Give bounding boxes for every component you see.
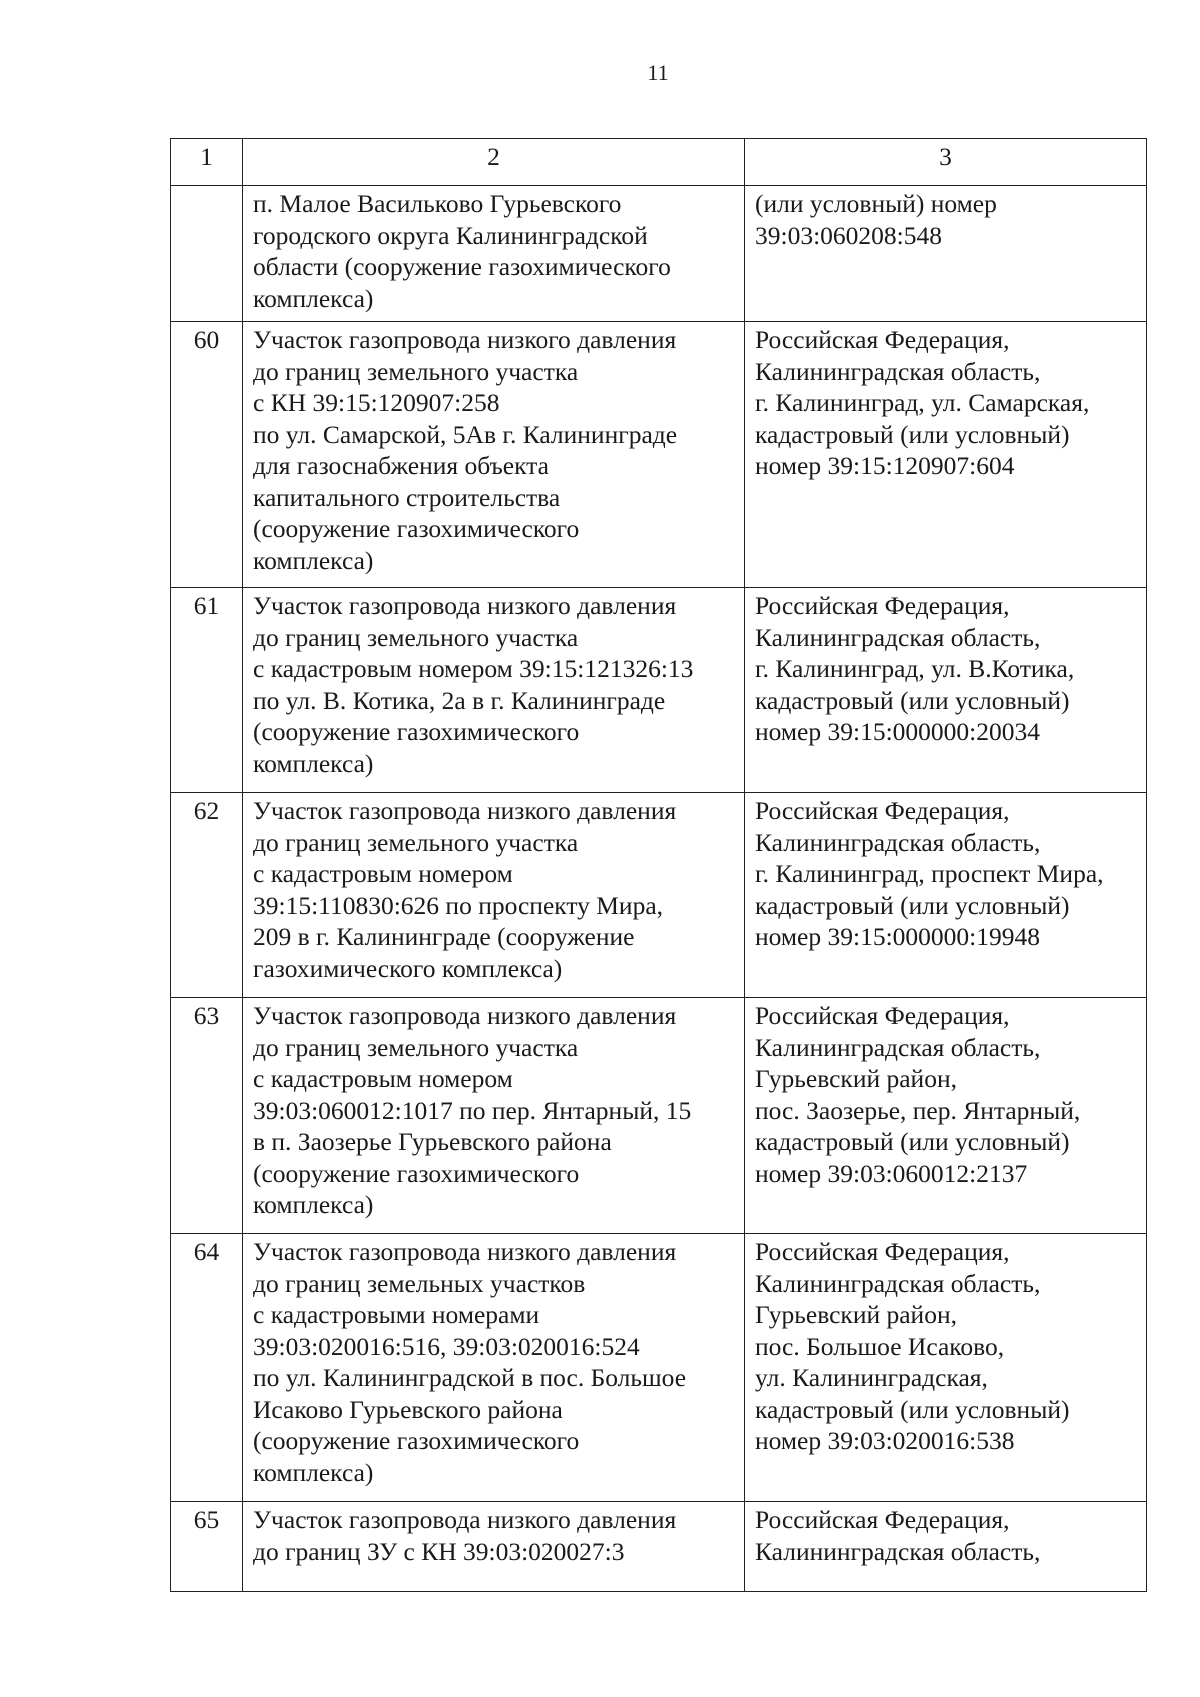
table-row xyxy=(171,322,1147,588)
row-number: 62 xyxy=(171,793,243,998)
object-address: Российская Федерация, Калининградская область, г. Калининград, ул. В.Котика, кадастровый (или условный) номер 39:15:000000:20034 xyxy=(745,588,1147,793)
object-description: Участок газопровода низкого давления до границ земельных участков с кадастровыми номерами 39:03:020016:516, 39:03:020016:524 по ул. Калининградской в пос. Большое Исаково Гурьевского района (сооружение газохимического комплекса) xyxy=(243,1234,745,1502)
row-number: 63 xyxy=(171,998,243,1234)
column-header-3: 3 xyxy=(745,139,1147,186)
object-description: Участок газопровода низкого давления до границ земельного участка с кадастровым номером 39:15:110830:626 по проспекту Мира, 209 в г. Калининграде (сооружение газохимического комплекса) xyxy=(243,793,745,998)
row-number xyxy=(171,186,243,322)
table-row xyxy=(171,998,1147,1234)
row-number: 65 xyxy=(171,1502,243,1592)
object-address: Российская Федерация, Калининградская область, г. Калининград, ул. Самарская, кадастровый (или условный) номер 39:15:120907:604 xyxy=(745,322,1147,588)
table-row xyxy=(171,588,1147,793)
row-number: 60 xyxy=(171,322,243,588)
column-header-2: 2 xyxy=(243,139,745,186)
object-description: Участок газопровода низкого давления до границ земельного участка с кадастровым номером 39:03:060012:1017 по пер. Янтарный, 15 в п. Заозерье Гурьевского района (сооружение газохимического комплекса) xyxy=(243,998,745,1234)
table-header-row xyxy=(171,139,1147,186)
object-address: Российская Федерация, Калининградская область, Гурьевский район, пос. Большое Исаково, ул. Калининградская, кадастровый (или условный) номер 39:03:020016:538 xyxy=(745,1234,1147,1502)
object-description: п. Малое Васильково Гурьевского городского округа Калининградской области (сооружение газохимического комплекса) xyxy=(243,186,745,322)
table-row xyxy=(171,186,1147,322)
object-address: Российская Федерация, Калининградская область, xyxy=(745,1502,1147,1592)
registry-table xyxy=(170,138,1147,1592)
page-number: 11 xyxy=(647,60,669,85)
table-row xyxy=(171,1502,1147,1592)
object-address: Российская Федерация, Калининградская область, г. Калининград, проспект Мира, кадастровый (или условный) номер 39:15:000000:19948 xyxy=(745,793,1147,998)
row-number: 61 xyxy=(171,588,243,793)
object-description: Участок газопровода низкого давления до границ земельного участка с кадастровым номером 39:15:121326:13 по ул. В. Котика, 2а в г. Калининграде (сооружение газохимического комплекса) xyxy=(243,588,745,793)
table-row xyxy=(171,1234,1147,1502)
object-description: Участок газопровода низкого давления до границ земельного участка с КН 39:15:120907:258 по ул. Самарской, 5Ав г. Калининграде для газоснабжения объекта капитального строительства (сооружение газохимического комплекса) xyxy=(243,322,745,588)
row-number: 64 xyxy=(171,1234,243,1502)
object-description: Участок газопровода низкого давления до границ ЗУ с КН 39:03:020027:3 xyxy=(243,1502,745,1592)
object-address: Российская Федерация, Калининградская область, Гурьевский район, пос. Заозерье, пер. Янтарный, кадастровый (или условный) номер 39:03:060012:2137 xyxy=(745,998,1147,1234)
column-header-1: 1 xyxy=(171,139,243,186)
table-row xyxy=(171,793,1147,998)
object-address: (или условный) номер 39:03:060208:548 xyxy=(745,186,1147,322)
